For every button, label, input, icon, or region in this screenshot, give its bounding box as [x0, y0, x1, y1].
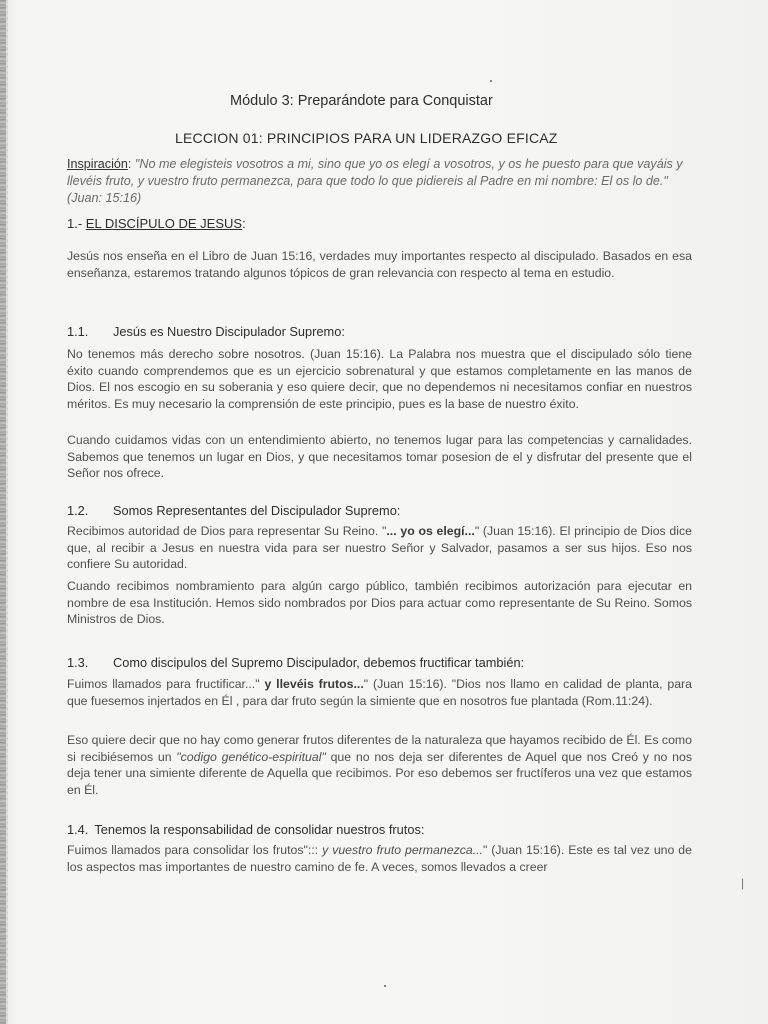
lesson-title: LECCION 01: PRINCIPIOS PARA UN LIDERAZGO EFICAZ [175, 130, 558, 146]
subsection-1-4-paragraph-1 [67, 842, 692, 875]
subsection-1-3-p1-emphasis: y llevéis frutos... [264, 677, 364, 691]
inspiration-label: Inspiración [67, 157, 128, 171]
subsection-1-3-paragraph-1 [67, 676, 692, 709]
subsection-1-2-p1-emphasis: ... yo os elegí... [386, 524, 475, 538]
section-1-heading [67, 216, 246, 231]
section-1-intro: Jesús nos enseña en el Libro de Juan 15:16, verdades muy importantes respecto al discipulado. Basados en esa enseñanza, estaremos tratando algunos tópicos de gran relevancia con respecto al tema en estudio. [67, 249, 692, 280]
subsection-1-3-heading [67, 655, 524, 670]
subsection-1-1-paragraph-1: No tenemos más derecho sobre nosotros. (Juan 15:16). La Palabra nos muestra que el discipulado sólo tiene éxito cuando comprendemos que es un ejercicio sobrenatural y que estamos completamente en las manos de Dios. El nos escogio en su soberania y eso quiere decir, que no dependemos ni necesitamos confiar en nuestros méritos. Es muy necesario la comprensión de este principio, pues es la base de nuestro éxito. [67, 347, 692, 411]
subsection-1-1-title: Jesús es Nuestro Discipulador Supremo: [113, 324, 345, 339]
subsection-1-1-paragraph-2: Cuando cuidamos vidas con un entendimiento abierto, no tenemos lugar para las competencias y carnalidades. Sabemos que tenemos un lugar en Dios, y que necesitamos tomar posesion de el y disfrutar del presente que el Señor nos ofrece. [67, 433, 692, 481]
scan-speck [490, 80, 492, 82]
subsection-1-3-p1-text-c: " (Juan 15:16). "Dios nos llamo en calidad de planta, para que fuesemos injertados en Él , para dar fruto según la simiente que en nosotros fue plantada (Rom.11:24). [67, 677, 692, 708]
binding-edge-shadow [6, 0, 8, 1024]
subsection-1-1-number: 1.1. [67, 324, 89, 339]
subsection-1-4-p1-italic: y vuestro fruto permanezca... [322, 843, 483, 857]
inspiration-colon: : [127, 157, 132, 171]
subsection-1-2-heading [67, 503, 400, 518]
inspiration-quote: "No me elegisteis vosotros a mi, sino que yo os elegí a vosotros, y os he puesto para que vayáis y llevéis fruto, y vuestro fruto permanezca, para que todo lo que pidiereis al Padre en mi nombre: El os lo de." (Juan: 15:16) [67, 157, 683, 205]
scan-speck [384, 985, 386, 987]
section-1-title: EL DISCÍPULO DE JESUS [85, 216, 243, 231]
subsection-1-3-title: Como discipulos del Supremo Discipulador, debemos fructificar también: [113, 655, 525, 670]
subsection-1-2-number: 1.2. [67, 503, 89, 518]
subsection-1-3-p1-text-a: Fuimos llamados para fructificar..." [67, 677, 265, 691]
subsection-1-2-p1-text-c: " (Juan 15:16). El principio de Dios dice que, al recibir a Jesus en nuestra vida para ser nuestro Señor y Salvador, pasamos a ser sus hijos. Eso nos confiere Su autoridad. [67, 524, 692, 572]
subsection-1-4-number: 1.4. [67, 822, 89, 837]
subsection-1-2-paragraph-2: Cuando recibimos nombramiento para algún cargo público, también recibimos autorización para ejecutar en nombre de esa Institución. Hemos sido nombrados por Dios para actuar como representante de Su Reino. Somos Ministros de Dios. [67, 579, 692, 627]
subsection-1-4-heading [67, 822, 424, 837]
module-title: Módulo 3: Preparándote para Conquistar [230, 93, 493, 109]
subsection-1-4-title: Tenemos la responsabilidad de consolidar nuestros frutos: [94, 822, 425, 837]
subsection-1-1-heading [67, 324, 345, 339]
margin-mark: | [741, 876, 745, 890]
subsection-1-3-number: 1.3. [67, 655, 89, 670]
subsection-1-2-p1-text-a: Recibimos autoridad de Dios para representar Su Reino. " [67, 524, 387, 538]
subsection-1-2-title: Somos Representantes del Discipulador Supremo: [113, 503, 401, 518]
section-1-number: 1.- [67, 216, 86, 231]
subsection-1-4-p1-text-c: " (Juan 15:16). Este es tal vez uno de los aspectos mas importantes de nuestro camino de fe. A veces, somos llevados a creer [67, 843, 692, 874]
inspiration-block [67, 156, 692, 207]
subsection-1-3-p2-italic: "codigo genético-espiritual" [176, 749, 326, 764]
section-1-colon: : [242, 216, 246, 231]
subsection-1-3-paragraph-2 [67, 732, 692, 798]
subsection-1-3-p2-text-c: que no nos deja ser diferentes de Aquel que nos Creó y no nos deja tener una simiente diferente de Aquella que recibimos. Por eso debemos ser fructíferos una vez que estamos en Él. [67, 749, 692, 797]
subsection-1-3-p2-text-a: Eso quiere decir que no hay como generar frutos diferentes de la naturaleza que hayamos recibido de Él. Es como si recibiésemos un [67, 733, 692, 764]
subsection-1-4-p1-text-a: Fuimos llamados para consolidar los frutos"::: [67, 843, 323, 857]
subsection-1-2-paragraph-1 [67, 523, 692, 573]
